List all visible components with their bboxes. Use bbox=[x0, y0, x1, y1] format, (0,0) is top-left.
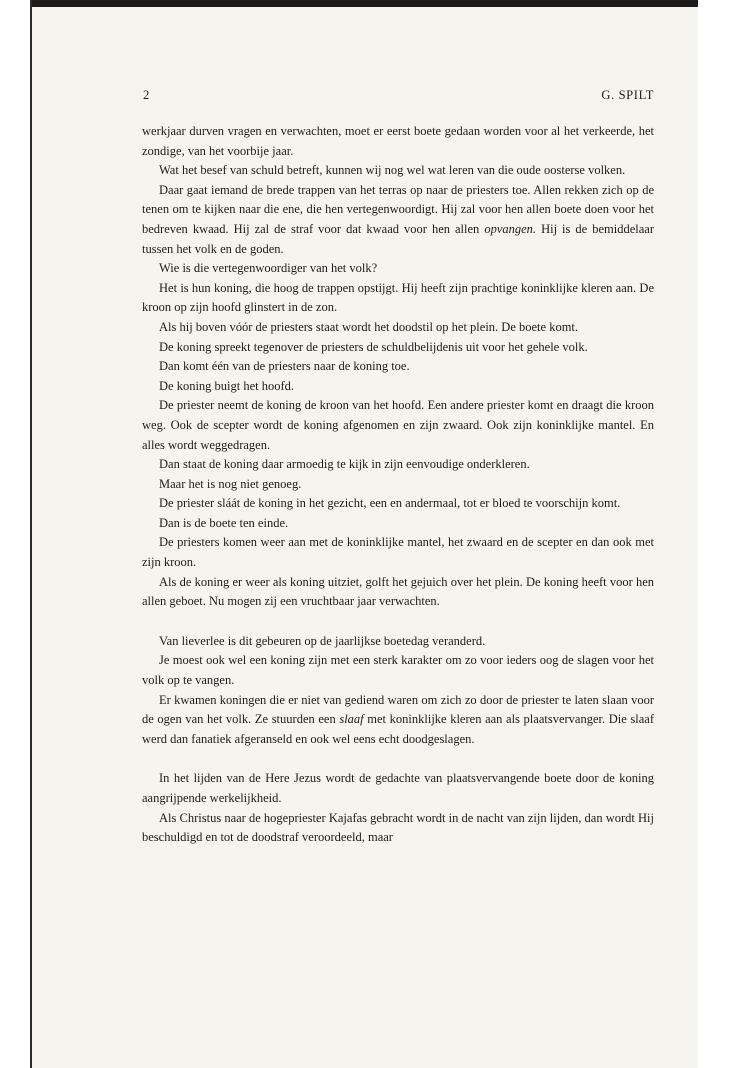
paragraph bbox=[142, 691, 654, 750]
paragraph: Als de koning er weer als koning uitziet, golft het gejuich over het plein. De koning heeft voor hen allen geboet. Nu mogen zij een vruchtbaar jaar verwachten. bbox=[142, 574, 654, 609]
paragraph-text: Er kwamen koningen die er niet van gediend waren om zich zo door de priester te laten slaan voor de ogen van het volk. Ze stuurden een bbox=[142, 692, 654, 727]
paragraph: Wie is die vertegenwoordiger van het volk? bbox=[159, 261, 378, 276]
paragraph: Van lieverlee is dit gebeuren op de jaarlijkse boetedag veranderd. bbox=[159, 633, 486, 648]
paragraph: Als hij boven vóór de priesters staat wordt het doodstil op het plein. De boete komt. bbox=[159, 319, 579, 334]
emphasized-word: opvangen. bbox=[484, 221, 537, 236]
paragraph: Je moest ook wel een koning zijn met een sterk karakter om zo voor ieders oog de slagen voor het volk op te vangen. bbox=[142, 653, 654, 688]
paragraph: Dan is de boete ten einde. bbox=[159, 515, 289, 530]
paragraph: Maar het is nog niet genoeg. bbox=[159, 476, 302, 491]
paragraph-text: Hij is de bemiddelaar tussen het volk en de goden. bbox=[142, 221, 654, 256]
page-number: 2 bbox=[143, 88, 150, 102]
paragraph: Het is hun koning, die hoog de trappen opstijgt. Hij heeft zijn prachtige koninklijke kleren aan. De kroon op zijn hoofd glinstert in de zon. bbox=[142, 280, 654, 315]
emphasized-word: slaaf bbox=[339, 712, 364, 727]
paragraph: Dan staat de koning daar armoedig te kijk in zijn eenvoudige onderkleren. bbox=[159, 457, 530, 472]
paragraph: Dan komt één van de priesters naar de koning toe. bbox=[159, 359, 410, 374]
paragraph: De koning spreekt tegenover de priesters de schuldbelijdenis uit voor het gehele volk. bbox=[159, 339, 588, 354]
paragraph: werkjaar durven vragen en verwachten, moet er eerst boete gedaan worden voor al het verkeerde, het zondige, van het voorbije jaar. bbox=[142, 124, 654, 158]
paragraph-text: met koninklijke kleren aan als plaatsvervanger. Die slaaf werd dan fanatiek afgeranseld en ook wel eens echt doodgeslagen. bbox=[142, 712, 655, 746]
running-head: G. SPILT bbox=[601, 88, 654, 102]
paragraph: De priesters komen weer aan met de koninklijke mantel, het zwaard en de scepter en dan ook met zijn kroon. bbox=[142, 535, 654, 570]
paragraph: Wat het besef van schuld betreft, kunnen wij nog wel wat leren van die oude oosterse volken. bbox=[159, 163, 626, 178]
scan-border-top bbox=[30, 0, 698, 7]
body-text bbox=[142, 122, 654, 848]
paragraph: De priester neemt de koning de kroon van het hoofd. Een andere priester komt en draagt die kroon weg. Ook de scepter wordt de koning afgenomen en zijn zwaard. Ook zijn koninklijke mantel. En alles wordt weggedragen. bbox=[142, 398, 654, 452]
paragraph bbox=[142, 181, 654, 259]
paragraph: Als Christus naar de hogepriester Kajafas gebracht wordt in de nacht van zijn lijden, dan wordt Hij beschuldigd en tot de doodstraf veroordeeld, maar bbox=[142, 810, 654, 845]
paragraph-text: Daar gaat iemand de brede trappen van het terras op naar de priesters toe. Allen rekken zich op de tenen om te kijken naar die ene, die hen vertegenwoordigt. Hij zal voor hen allen boete doen voor het bedreven kwaad. Hij zal de straf voor dat kwaad voor hen allen bbox=[142, 182, 654, 236]
paragraph: De priester sláát de koning in het gezicht, een en andermaal, tot er bloed te voorschijn komt. bbox=[159, 496, 621, 511]
page-header bbox=[143, 88, 654, 106]
paragraph: In het lijden van de Here Jezus wordt de gedachte van plaatsvervangende boete door de koning aangrijpende werkelijkheid. bbox=[142, 771, 654, 805]
paragraph: De koning buigt het hoofd. bbox=[159, 378, 295, 393]
